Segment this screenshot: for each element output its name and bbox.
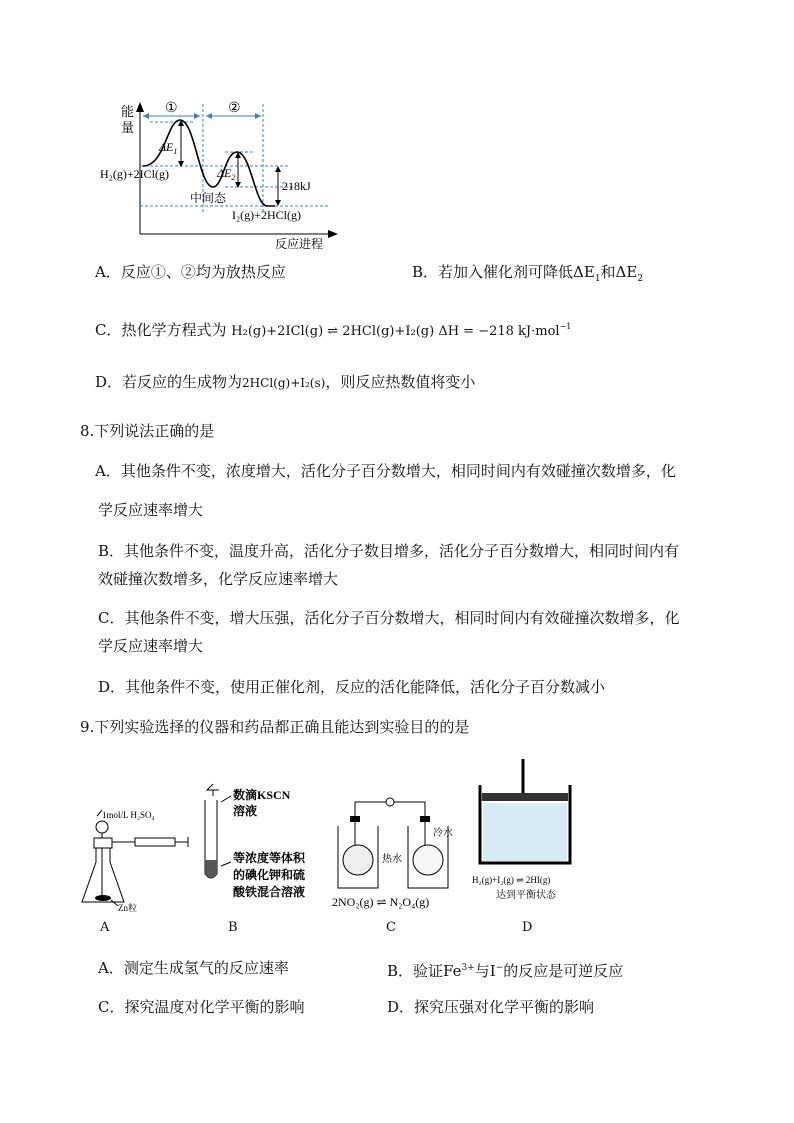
x-axis-label: 反应进程: [275, 237, 324, 251]
figa-zn-label: Zn粒: [118, 903, 137, 913]
q9-option-c: C．探究温度对化学平衡的影响: [98, 998, 305, 1016]
fig-label-a: A: [100, 920, 110, 935]
q8-option-b-line1: B．其他条件不变，温度升高，活化分子数目增多，活化分子百分数增大，相同时间内有: [98, 542, 680, 560]
q8-option-d: D．其他条件不变，使用正催化剂，反应的活化能降低，活化分子百分数减小: [98, 678, 606, 696]
reactants-label: H₂(g)+2ICl(g): [100, 167, 169, 181]
q7-option-b: B．若加入催化剂可降低$\Delta E_1$和$\Delta E_2$: [412, 263, 644, 284]
q8-option-a-line1: A．其他条件不变，浓度增大，活化分子百分数增大，相同时间内有效碰撞次数增多，化: [95, 462, 676, 480]
figc-hot-label: 热水: [382, 854, 402, 865]
figd-equation: H₂(g)+I₂(g) ⇌ 2HI(g): [472, 875, 551, 885]
apparatus-a: [80, 780, 195, 930]
q7-option-d: D．若反应的生成物为2HCl(g)+I₂(s)，则反应热数值将变小: [95, 373, 476, 391]
q9-option-a: A．测定生成氢气的反应速率: [98, 959, 289, 977]
figb-mix-label-2: 的碘化钾和硫: [233, 868, 306, 882]
fig-label-b: B: [228, 920, 238, 935]
q9-stem: 9.下列实验选择的仪器和药品都正确且能达到实验目的的是: [80, 718, 470, 736]
de1-label: $\Delta E_1$: [159, 140, 178, 156]
fig-label-c: C: [386, 920, 396, 935]
step2-label: ②: [228, 101, 241, 116]
fig-label-d: D: [522, 920, 533, 935]
q7-option-c: C．热化学方程式为 H₂(g)+2ICl(g) ⇌ 2HCl(g)+I₂(g) ΔH = −218 kJ·mol$^{-1}$: [95, 321, 572, 339]
q7-option-a: A．反应①、②均为放热反应: [95, 263, 286, 281]
y-label-2: 量: [121, 120, 135, 135]
figc-equation: 2NO₂(g) ⇌ N₂O₄(g): [332, 895, 430, 909]
products-label: I₂(g)+2HCl(g): [232, 208, 301, 222]
figd-state-label: 达到平衡状态: [496, 890, 556, 901]
q8-option-a-line2: 学反应速率增大: [98, 501, 204, 519]
q8-option-b-line2: 效碰撞次数增多，化学反应速率增大: [98, 570, 339, 588]
step1-label: ①: [165, 101, 178, 116]
figc-cold-label: 冷水: [433, 828, 453, 839]
apparatus-d: [470, 755, 590, 905]
q9-option-d: D．探究压强对化学平衡的影响: [387, 998, 595, 1016]
y-label-1: 能: [121, 104, 135, 119]
intermediate-label: 中间态: [190, 191, 227, 205]
figb-mix-label-1: 等浓度等体积: [233, 851, 306, 865]
apparatus-c: [330, 790, 470, 910]
figb-drops-label-2: 溶液: [233, 804, 258, 818]
q8-stem: 8.下列说法正确的是: [80, 422, 215, 440]
de2-label: $\Delta E_2$: [217, 166, 236, 182]
figa-conc-label: 1mol/L H₂SO₄: [102, 810, 155, 820]
figb-mix-label-3: 酸铁混合溶液: [233, 885, 306, 899]
delta-value-label: 218kJ: [282, 179, 311, 193]
energy-diagram: [95, 92, 345, 252]
figb-drops-label-1: 数滴KSCN: [233, 788, 291, 802]
apparatus-b: [195, 782, 345, 907]
q8-option-c-line2: 学反应速率增大: [98, 637, 204, 655]
q9-option-b: B．验证$Fe^{3+}$与I−的反应是可逆反应: [387, 962, 624, 980]
q8-option-c-line1: C．其他条件不变，增大压强，活化分子百分数增大，相同时间内有效碰撞次数增多，化: [98, 609, 680, 627]
